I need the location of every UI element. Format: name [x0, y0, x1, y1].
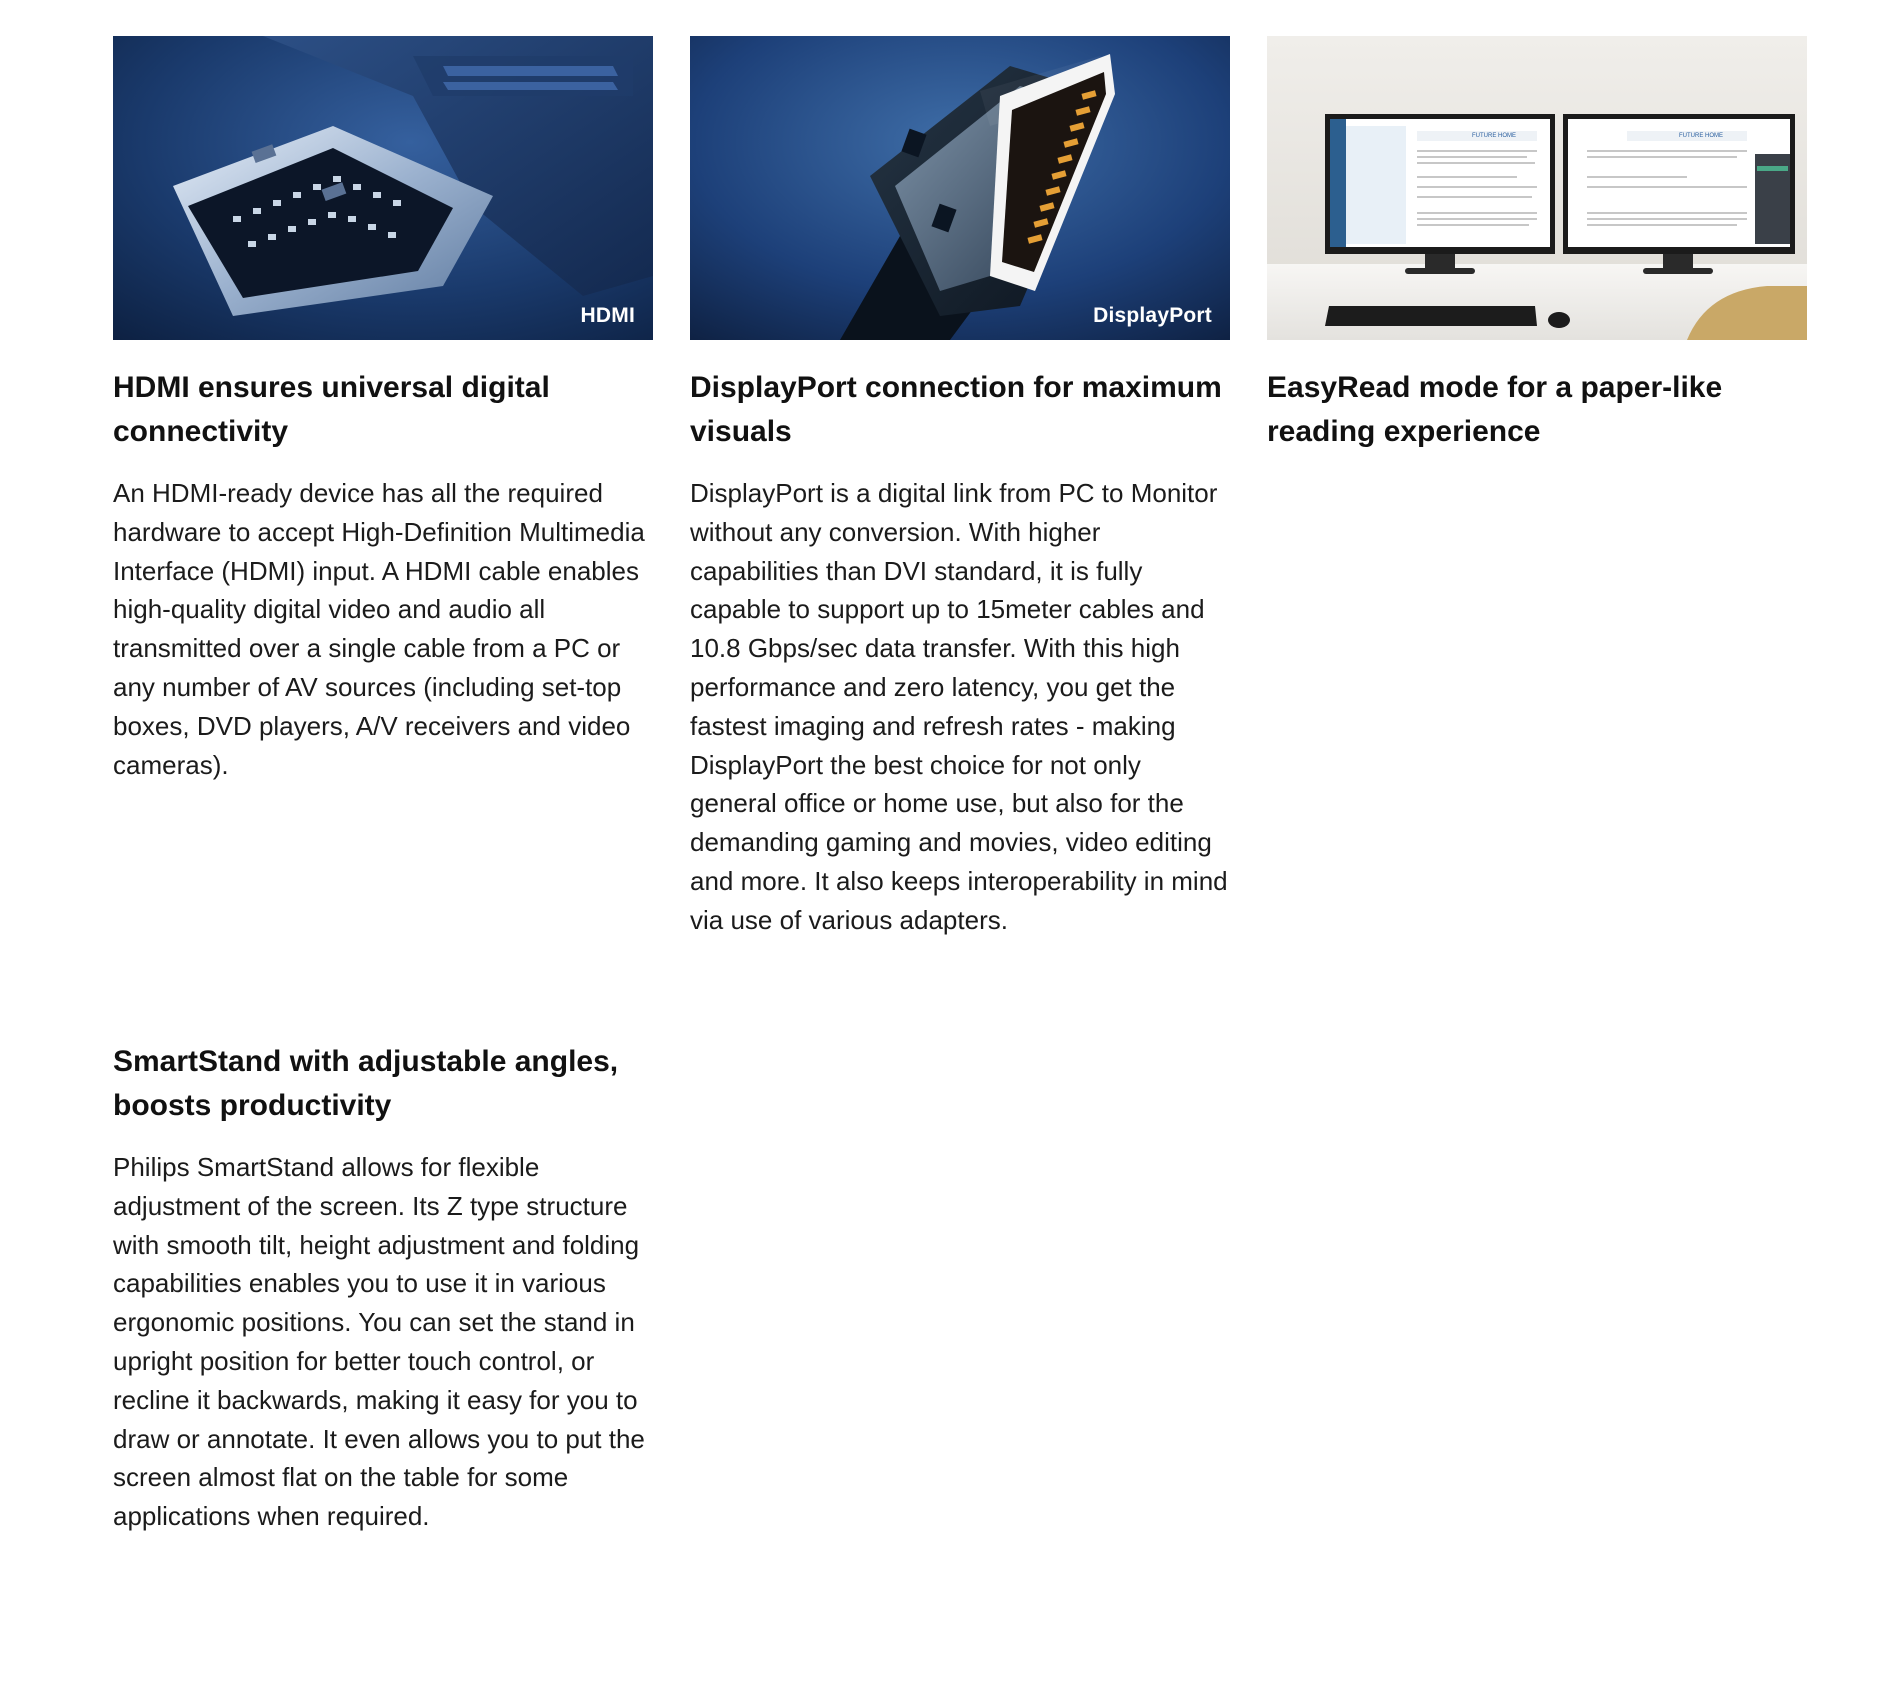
- smartstand-title: SmartStand with adjustable angles, boosts productivity: [113, 1045, 619, 1122]
- displayport-image-label: DisplayPort: [1093, 304, 1212, 327]
- easyread-title: EasyRead mode for a paper-like reading experience: [1267, 371, 1723, 448]
- displayport-description: DisplayPort is a digital link from PC to Monitor without any conversion. With higher capabilities than DVI standard, it is fully capable to support up to 15meter cables and 10.8 Gbps/sec data transfer. With this high performance and zero latency, you get the fastest imaging and refresh rates - making DisplayPort the best choice for not only general office or home use, but also for the demanding gaming and movies, video editing and more. It also keeps interoperability in mind via use of various adapters.: [690, 478, 1228, 935]
- feature-displayport: [690, 36, 1230, 940]
- hdmi-description: An HDMI-ready device has all the required hardware to accept High-Definition Multimedia Interface (HDMI) input. A HDMI cable enables high-quality digital video and audio all transmitted over a single cable from a PC or any number of AV sources (including set-top boxes, DVD players, A/V receivers and video cameras).: [113, 478, 645, 780]
- feature-hdmi: [113, 36, 653, 784]
- dual-monitor-illustration: [1267, 36, 1807, 340]
- hdmi-image-label: HDMI: [580, 304, 635, 327]
- hdmi-cable-image: [113, 36, 653, 340]
- hdmi-connector-illustration: [113, 36, 653, 340]
- smartstand-description: Philips SmartStand allows for flexible adjustment of the screen. Its Z type structure with smooth tilt, height adjustment and folding capabilities enables you to use it in various ergonomic positions. You can set the stand in upright position for better touch control, or recline it backwards, making it easy for you to draw or annotate. It even allows you to put the screen almost flat on the table for some applications when required.: [113, 1152, 645, 1532]
- displayport-connector-illustration: [690, 36, 1230, 340]
- feature-smartstand: [113, 1040, 653, 1536]
- displayport-title: DisplayPort connection for maximum visuals: [690, 371, 1222, 448]
- feature-easyread: [1267, 36, 1807, 454]
- left-screen-brand: FUTURE HOME: [1472, 133, 1516, 139]
- easyread-monitors-image: [1267, 36, 1807, 340]
- hdmi-title: HDMI ensures universal digital connectivity: [113, 371, 550, 448]
- displayport-cable-image: [690, 36, 1230, 340]
- right-screen-brand: FUTURE HOME: [1679, 133, 1723, 139]
